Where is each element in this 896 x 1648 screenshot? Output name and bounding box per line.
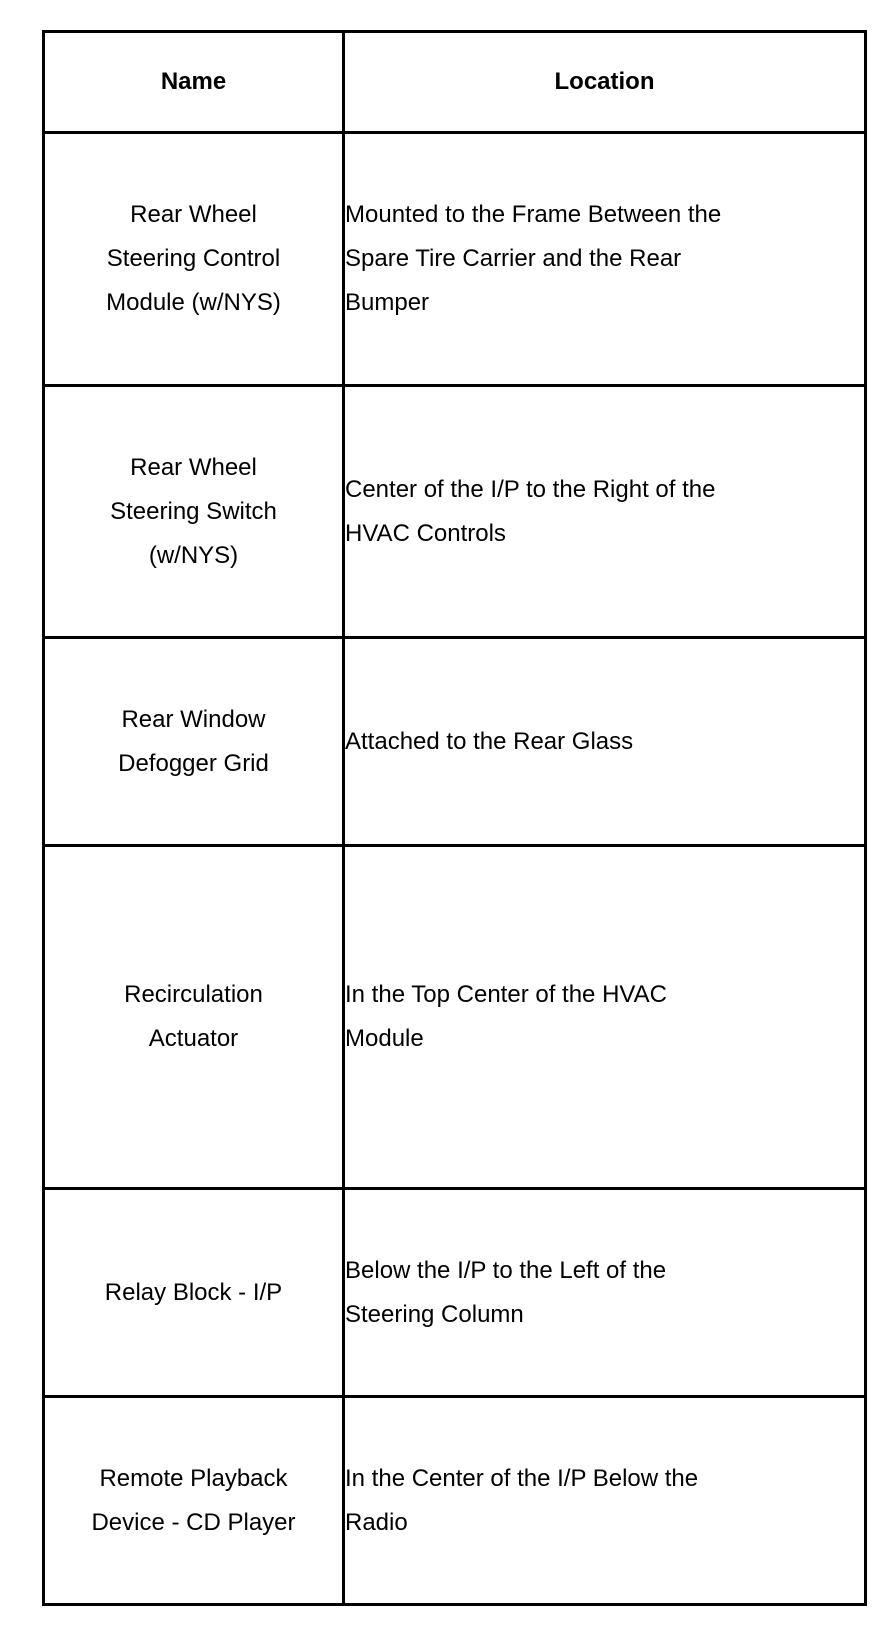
name-text: Remote Playback Device - CD Player [91,1464,296,1536]
location-text: Mounted to the Frame Between the Spare Tire Carrier and the Rear Bumper [345,201,722,316]
name-text: Rear Window Defogger Grid [118,705,269,777]
location-cell [344,1189,866,1397]
name-cell [44,1189,344,1397]
name-cell [44,638,344,846]
location-cell [344,1397,866,1605]
location-cell [344,638,866,846]
table-row [44,1397,866,1605]
location-text: Below the I/P to the Left of the Steering Column [345,1256,667,1328]
name-cell [44,846,344,1189]
location-cell [344,133,866,386]
table-row [44,846,866,1189]
column-header-location: Location [344,32,866,133]
location-text: Center of the I/P to the Right of the HVAC Controls [345,475,716,547]
table-row [44,638,866,846]
location-text: In the Center of the I/P Below the Radio [345,1464,699,1536]
location-text: In the Top Center of the HVAC Module [345,981,667,1052]
location-cell [344,386,866,638]
table-row [44,133,866,386]
component-location-table [42,30,867,1606]
location-text: Attached to the Rear Glass [345,727,634,755]
name-cell [44,386,344,638]
name-text: Recirculation Actuator [124,981,263,1052]
location-cell [344,846,866,1189]
name-text: Rear Wheel Steering Switch (w/NYS) [110,453,277,569]
name-cell [44,133,344,386]
name-cell [44,1397,344,1605]
column-header-name: Name [44,32,344,133]
name-text: Relay Block - I/P [104,1278,283,1306]
table-header-row [44,32,866,133]
table-row [44,1189,866,1397]
table-row [44,386,866,638]
name-text: Rear Wheel Steering Control Module (w/NYS) [106,201,281,316]
